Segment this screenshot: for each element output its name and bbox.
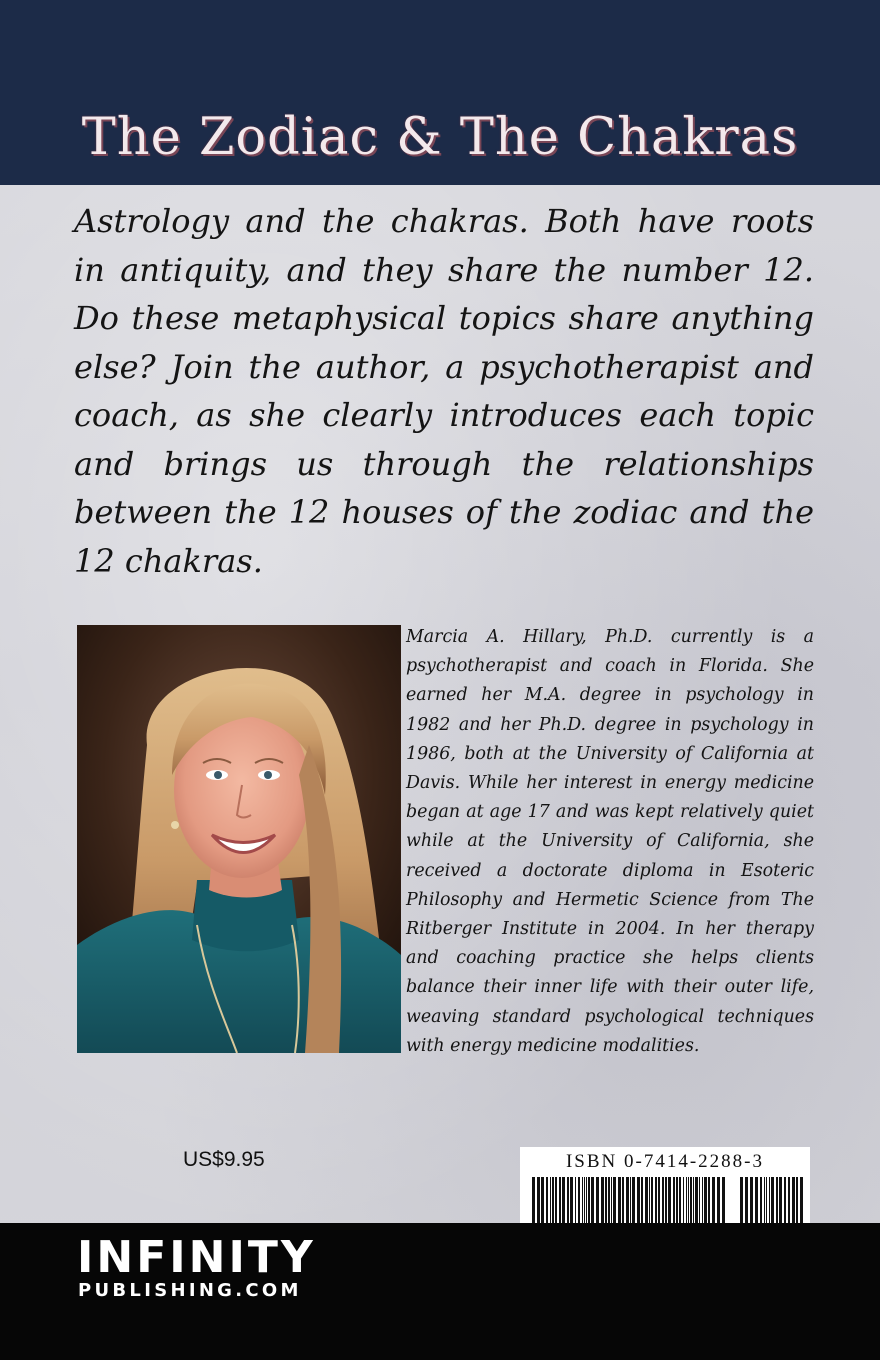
photo-spacer: [74, 623, 406, 1057]
publisher-name: INFINITY: [77, 1232, 316, 1283]
author-bio: [74, 623, 814, 1061]
publisher-site: PUBLISHING.COM: [78, 1280, 302, 1301]
book-title: The Zodiac & The Chakras: [81, 108, 799, 167]
book-blurb: Astrology and the chakras. Both have roots in antiquity, and they share the number 12. Do these metaphysical topics share anything else? Join the author, a psychotherapist and coach, as she clearly introduces each topic and brings us through the relationships between the 12 houses of the zodiac and the 12 chakras.: [74, 202, 814, 580]
author-bio-text: Marcia A. Hillary, Ph.D. currently is a psychotherapist and coach in Florida. She earned her M.A. degree in psychology in 1982 and her Ph.D. degree in psychology in 1986, both at the University of California at Davis. While her interest in energy medicine began at age 17 and was kept relatively quiet while at the University of California, she received a doctorate diploma in Esoteric Philosophy and Hermetic Science from The Ritberger Institute in 2004. In her therapy and coaching practice she helps clients balance their inner life with their outer life, weaving standard psychological techniques with energy medicine modalities.: [406, 627, 814, 1056]
publisher-logo: [77, 1232, 407, 1302]
isbn-label: ISBN 0-7414-2288-3: [565, 1151, 765, 1172]
price: US$9.95: [183, 1148, 265, 1171]
